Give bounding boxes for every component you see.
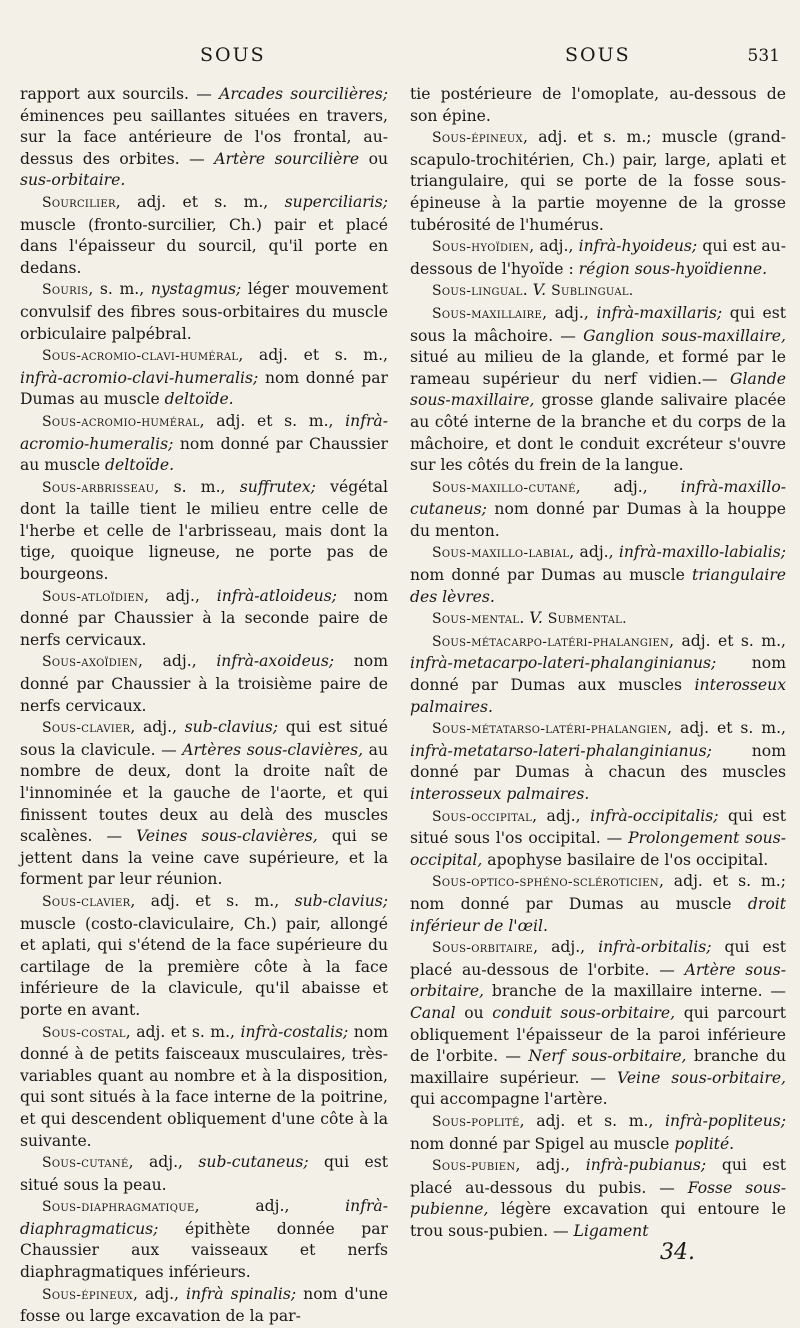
entry-text: grosse glande salivaire placée au côté interne de la branche et du corps de la mâchoire, et dont le conduit excréteur s'ouvre sur les côtés du frein de la langue.: [410, 391, 786, 475]
entry-text: au nombre de deux, dont la droite naît de l'innominée et la gauche de l'aorte, et qui finissent toutes deux au delà des muscles scalènes. —: [20, 740, 389, 846]
entry-italic-text: superciliaris;: [284, 192, 388, 211]
entry-text: , adj. et s. m.; nom donné par Dumas au muscle: [410, 872, 786, 913]
dictionary-entry: [410, 236, 786, 280]
dictionary-entry: [410, 631, 786, 718]
entry-text: .: [522, 281, 533, 300]
dictionary-entry: [410, 871, 786, 937]
dictionary-entry: [20, 651, 388, 717]
entry-italic-text: deltoïde.: [164, 390, 234, 409]
dictionary-entry: [20, 477, 388, 586]
entry-text: , adj.,: [194, 1197, 346, 1216]
entry-headword: Sous-acromio-clavi-huméral: [42, 348, 239, 365]
entry-text: tie postérieure de l'omoplate, au-dessous de son épine.: [410, 85, 786, 125]
entry-text: végétal dont la taille tient le milieu entre celle de l'herbe et celle de l'arbrisseau, mais dont la tige, quoique ligneuse, ne porte pas de bourgeons.: [20, 477, 388, 584]
entry-text: qui est placé au-dessous de l'orbite. —: [410, 938, 786, 979]
dictionary-entry: [20, 891, 388, 1022]
dictionary-entry: [410, 1155, 786, 1242]
dictionary-entry: [410, 718, 786, 805]
entry-headword: Sous-arbrisseau: [42, 479, 155, 496]
entry-italic-text: droit inférieur de l'œil.: [410, 894, 786, 935]
entry-italic-text: poplité.: [674, 1134, 735, 1153]
entry-text: nom d'une fosse ou large excavation de la par-: [20, 1284, 388, 1326]
entry-text: qui est au-dessous de l'hyoïde :: [410, 237, 786, 278]
dictionary-entry: [20, 1022, 388, 1153]
entry-text: , s. m.,: [88, 280, 151, 299]
entry-text: , adj.,: [542, 303, 597, 322]
entry-italic-text: infrà-popliteus;: [665, 1111, 786, 1130]
entry-text: qui accompagne l'artère.: [410, 1090, 608, 1109]
page-number: 531: [747, 46, 780, 66]
entry-text: , adj.,: [569, 543, 619, 562]
left-column: [20, 84, 388, 1328]
entry-italic-text: infrà-axoideus;: [216, 652, 335, 671]
entry-text: , adj. et s. m.,: [667, 719, 786, 738]
entry-text: , adj. et s. m.,: [519, 1111, 666, 1130]
entry-text: , adj.,: [533, 938, 599, 957]
entry-text: , adj.,: [128, 1153, 199, 1172]
entry-italic-text: conduit sous-orbitaire,: [492, 1003, 676, 1022]
entry-headword: Sous-maxillo-labial: [432, 545, 570, 562]
dictionary-entry: [410, 477, 786, 543]
entry-headword: Sous-métatarso-latéri-phalangien: [432, 721, 668, 738]
entry-italic-text: infrà-occipitalis;: [590, 806, 719, 825]
entry-text: nom donné par Chaussier à la seconde paire de nerfs cervicaux.: [20, 586, 388, 649]
entry-italic-text: Glande sous-maxillaire,: [410, 369, 786, 410]
entry-italic-text: Artère sous-orbitaire,: [410, 960, 786, 1001]
right-column: [410, 84, 786, 1242]
dictionary-entry: [20, 192, 388, 279]
entry-text: nom donné par Chaussier à la troisième paire de nerfs cervicaux.: [20, 652, 388, 715]
dictionary-entry: [20, 411, 388, 477]
entry-text: , adj.,: [132, 1284, 187, 1303]
entry-text: , adj. et s. m.,: [238, 346, 388, 365]
entry-text: qui est situé sous la peau.: [20, 1153, 388, 1194]
entry-headword: Sous-maxillaire: [432, 305, 543, 322]
dictionary-entry: [20, 1284, 388, 1328]
entry-headword: Sous-épineux: [432, 130, 523, 147]
entry-italic-text: nystagmus;: [150, 280, 242, 299]
entry-italic-text: infrà-metacarpo-lateri-phalanginianus;: [410, 654, 717, 673]
entry-headword: Sous-costal: [42, 1024, 126, 1041]
entry-text: nom donné par Dumas au muscle: [410, 566, 692, 585]
dictionary-entry: [410, 806, 786, 872]
entry-italic-text: V.: [529, 609, 543, 628]
entry-text: nom donné à de petits faisceaux musculaires, très-variables quant au nombre et à la disposition, qui sont situés à la face interne de la poitrine, et qui descendent obliquement d'une côte à la suivante.: [20, 1022, 388, 1150]
entry-text: , adj.,: [144, 586, 217, 605]
entry-headword: Sous-poplité: [432, 1113, 520, 1130]
entry-text: , adj.,: [532, 806, 591, 825]
entry-headword: Sous-métacarpo-latéri-phalangien: [432, 633, 670, 650]
entry-italic-text: infrà-atloideus;: [216, 586, 337, 605]
entry-headword: Sous-optico-sphéno-scléroticien: [432, 874, 659, 891]
entry-text: , adj.,: [515, 1156, 586, 1175]
entry-italic-text: Prolongement sous-occipital,: [410, 829, 786, 869]
dictionary-entry: [410, 84, 786, 127]
entry-italic-text: Ligament: [573, 1221, 649, 1240]
dictionary-entry: [20, 717, 388, 891]
header-right-word: SOUS: [565, 44, 631, 66]
entry-text: , adj.,: [575, 477, 681, 496]
entry-headword: Sous-clavier: [42, 720, 131, 737]
entry-headword: Sous-maxillo-cutané: [432, 479, 576, 496]
entry-italic-text: infrà-metatarso-lateri-phalanginianus;: [410, 741, 712, 760]
entry-text: , adj. et s. m.,: [115, 192, 285, 211]
entry-italic-text: infrà-diaphragmaticus;: [20, 1197, 388, 1238]
entry-italic-text: infrà-orbitalis;: [598, 938, 712, 957]
entry-italic-text: infrà-pubianus;: [585, 1156, 707, 1175]
entry-text: légère excavation qui entoure le trou sous-pubien. —: [410, 1200, 786, 1240]
dictionary-entry: [20, 345, 388, 411]
entry-text: branche du maxillaire supérieur. —: [410, 1047, 786, 1087]
entry-text: , adj. et s. m.,: [199, 411, 346, 430]
dictionary-entry: [410, 1111, 786, 1155]
entry-text: , adj. et s. m.,: [669, 631, 786, 650]
entry-italic-text: Artère sourcilière: [214, 149, 360, 168]
entry-text: muscle (fronto-surcilier, Ch.) pair et placé dans l'épaisseur du sourcil, qu'il porte en dedans.: [20, 215, 388, 277]
entry-text: , adj.,: [138, 652, 217, 671]
entry-text: nom donné par Dumas à chacun des muscles: [410, 741, 786, 782]
entry-text: qui est sous la mâchoire. —: [410, 303, 786, 345]
entry-italic-text: sus-orbitaire.: [20, 171, 126, 190]
entry-headword: Sous-lingual: [432, 283, 523, 300]
entry-text: situé au milieu de la glande, et formé par le rameau supérieur du nerf vidien.—: [410, 348, 786, 388]
entry-text: , adj. et s. m.,: [125, 1022, 241, 1041]
entry-italic-text: suffrutex;: [239, 477, 316, 496]
entry-headword: Sous-cutané: [42, 1155, 129, 1172]
dictionary-entry: [20, 279, 388, 345]
entry-text: éminences peu saillantes situées en travers, sur la face antérieure de l'os frontal, au-dessus des orbites. —: [20, 106, 388, 168]
entry-italic-text: sub-clavius;: [294, 891, 388, 910]
dictionary-entry: [410, 937, 786, 1111]
dictionary-entry: [20, 586, 388, 652]
header-left-word: SOUS: [200, 44, 266, 66]
entry-headword: Sous-axoïdien: [42, 654, 139, 671]
entry-headword: Sublingual.: [551, 283, 634, 300]
entry-text: ou: [455, 1003, 493, 1022]
entry-headword: Sous-pubien: [432, 1158, 516, 1175]
entry-italic-text: infrà spinalis;: [186, 1284, 297, 1303]
entry-text: nom donné par Dumas à la houppe du menton.: [410, 500, 786, 540]
entry-headword: Sous-acromio-huméral: [42, 413, 200, 430]
entry-text: , s. m.,: [154, 477, 240, 496]
entry-headword: Sous-orbitaire: [432, 940, 534, 957]
entry-italic-text: interosseux palmaires.: [410, 785, 590, 803]
entry-italic-text: Arcades sourcilières;: [219, 85, 389, 103]
entry-italic-text: deltoïde.: [105, 456, 175, 475]
entry-italic-text: sub-cutaneus;: [198, 1153, 309, 1172]
entry-headword: Souris: [42, 282, 89, 299]
entry-headword: Sous-atloïdien: [42, 588, 145, 605]
entry-italic-text: infrà-maxillaris;: [596, 303, 723, 322]
entry-headword: Sous-occipital: [432, 808, 533, 825]
entry-text: branche de la maxillaire interne. —: [484, 982, 786, 1001]
running-header: [20, 44, 784, 78]
signature-mark: 34.: [660, 1240, 695, 1265]
entry-italic-text: infrà-maxillo-cutaneus;: [410, 477, 786, 519]
dictionary-entry: [410, 542, 786, 608]
entry-text: épithète donnée par Chaussier aux vaisseaux et nerfs diaphragmatiques inférieurs.: [20, 1219, 388, 1282]
entry-italic-text: infrà-hyoideus;: [578, 237, 698, 256]
entry-text: , adj.,: [130, 718, 185, 737]
entry-headword: Sous-clavier: [42, 893, 131, 910]
entry-text: nom donné par Dumas aux muscles: [410, 654, 786, 695]
entry-italic-text: infrà-costalis;: [240, 1022, 349, 1041]
entry-italic-text: infrà-maxillo-labialis;: [618, 543, 786, 562]
entry-text: qui est placé au-dessous du pubis. —: [410, 1156, 786, 1197]
entry-headword: Sous-mental: [432, 611, 520, 628]
entry-text: nom donné par Dumas au muscle: [20, 368, 388, 409]
entry-headword: Sous-épineux: [42, 1286, 133, 1303]
entry-text: qui est situé sous la clavicule. —: [20, 718, 388, 759]
entry-italic-text: Artères sous-clavières,: [182, 740, 364, 759]
dictionary-entry: [410, 608, 786, 631]
entry-italic-text: Veine sous-orbitaire,: [617, 1068, 786, 1087]
entry-italic-text: V.: [532, 281, 547, 300]
entry-italic-text: interosseux palmaires.: [410, 676, 786, 716]
entry-text: nom donné par Chaussier au muscle: [20, 434, 388, 475]
dictionary-entry: [20, 84, 388, 192]
dictionary-entry: [20, 1196, 388, 1283]
entry-text: rapport aux sourcils. —: [20, 85, 220, 103]
entry-text: , adj.,: [529, 237, 579, 256]
entry-italic-text: Veines sous-clavières,: [136, 827, 318, 846]
entry-text: , adj. et s. m.; muscle (grand-scapulo-trochitérien, Ch.) pair, large, aplati et triangulaire, qui se porte de la fosse sous-épineuse à la partie moyenne de la grosse tubérosité de l'humérus.: [410, 128, 786, 234]
entry-italic-text: Ganglion sous-maxillaire,: [583, 326, 786, 345]
entry-text: qui se jettent dans la veine cave supérieure, et la forment par leur réunion.: [20, 827, 388, 889]
dictionary-entry: [410, 303, 786, 477]
dictionary-entry: [20, 1152, 388, 1196]
entry-text: qui parcourt obliquement l'épaisseur de la paroi inférieure de l'orbite. —: [410, 1003, 786, 1066]
entry-italic-text: triangulaire des lèvres.: [410, 566, 786, 606]
dictionary-entry: [410, 280, 786, 303]
entry-text: .: [519, 609, 530, 628]
entry-text: nom donné par Spigel au muscle: [410, 1134, 675, 1153]
dictionary-entry: [410, 127, 786, 236]
entry-italic-text: Nerf sous-orbitaire,: [528, 1047, 687, 1066]
entry-headword: Sous-hyoïdien: [432, 239, 530, 256]
entry-text: qui est situé sous l'os occipital. —: [410, 806, 786, 848]
entry-headword: Sourcilier: [42, 194, 116, 211]
entry-italic-text: région sous-hyoïdienne.: [578, 259, 768, 278]
entry-headword: Submental.: [547, 611, 627, 628]
entry-italic-text: infrà-acromio-clavi-humeralis;: [20, 368, 259, 387]
entry-italic-text: Canal: [410, 1003, 456, 1022]
entry-text: léger mouvement convulsif des fibres sous-orbitaires du muscle orbiculaire palpébral.: [20, 280, 388, 343]
entry-text: muscle (costo-claviculaire, Ch.) pair, allongé et aplati, qui s'étend de la face supérieure du cartilage de la première côte à la face inférieure de la clavicule, qu'il abaisse et porte en avant.: [20, 914, 388, 1019]
entry-italic-text: sub-clavius;: [184, 718, 279, 737]
entry-text: , adj. et s. m.,: [130, 891, 295, 910]
entry-italic-text: infrà-acromio-humeralis;: [20, 411, 388, 453]
entry-text: ou: [359, 149, 388, 168]
entry-text: apophyse basilaire de l'os occipital.: [482, 850, 769, 869]
entry-italic-text: Fosse sous-pubienne,: [410, 1178, 786, 1219]
entry-headword: Sous-diaphragmatique: [42, 1199, 195, 1216]
